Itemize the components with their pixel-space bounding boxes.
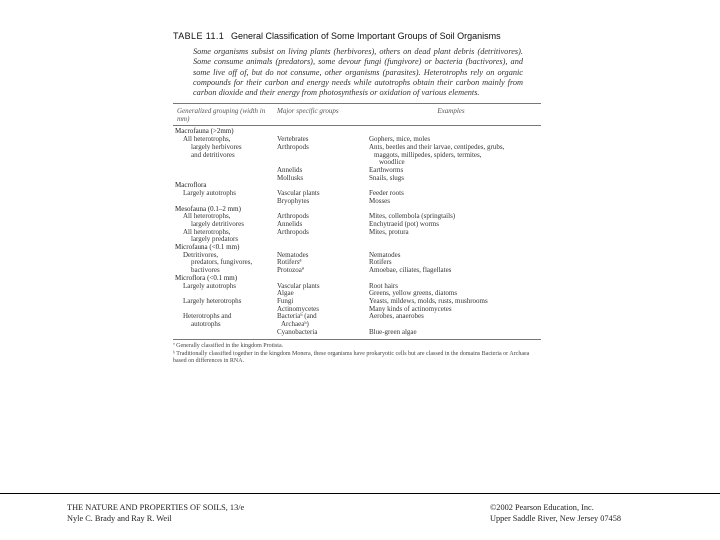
cell-grouping: Microflora (<0.1 mm): [175, 273, 238, 282]
table-row: [173, 321, 553, 329]
cell-examples: Mites, collembola (springtails): [369, 212, 456, 221]
footer-divider: [0, 493, 720, 494]
cell-examples: Feeder roots: [369, 189, 404, 198]
cell-examples: Blue-green algae: [369, 327, 417, 336]
footnote: ᵇ Traditionally classified together in the kingdom Monera, these organisms have prokaryotic cells but are classed in the domains Bacteria or Archaea based on differences in RNA.: [173, 350, 530, 364]
cell-groups: Bryophytes: [277, 196, 310, 205]
footer-copyright: ©2002 Pearson Education, Inc.: [490, 503, 594, 512]
cell-examples: Ants, beetles and their larvae, centipedes, grubs,: [369, 142, 505, 151]
table-row: [173, 190, 553, 198]
cell-groups: [277, 236, 369, 244]
cell-groups: Protozoaª: [277, 266, 304, 275]
column-header-groups: Major specific groups: [277, 107, 339, 116]
cell-groups: Nematodes: [277, 250, 309, 259]
table-row: [173, 244, 553, 252]
cell-grouping: largely detritivores: [191, 219, 244, 228]
cell-examples: [369, 236, 553, 244]
cell-grouping: Mesofauna (0.1–2 mm): [175, 204, 241, 213]
footer-authors: Nyle C. Brady and Ray R. Weil: [67, 513, 172, 523]
column-headers: [173, 104, 553, 123]
cell-grouping: Heterotrophs and: [183, 312, 232, 321]
cell-grouping: Detritivores,: [183, 250, 219, 259]
cell-groups: Arthropods: [277, 142, 309, 151]
cell-grouping: [173, 167, 277, 175]
table-header: [173, 31, 553, 41]
cell-groups: Vertebrates: [277, 135, 309, 144]
table-row: [173, 298, 553, 306]
cell-grouping: Macrofauna (>2mm): [175, 127, 234, 136]
table-row: [173, 152, 553, 160]
footer-book-credit: [67, 503, 244, 524]
cell-groups: Fungi: [277, 296, 294, 305]
cell-grouping: and detritivores: [191, 150, 235, 159]
cell-grouping: Microfauna (<0.1 mm): [175, 243, 240, 252]
cell-examples: Gophers, mice, moles: [369, 135, 431, 144]
cell-examples: Snails, slugs: [369, 173, 405, 182]
cell-grouping: bactivores: [191, 266, 220, 275]
cell-groups: Algae: [277, 289, 294, 298]
cell-examples: Nematodes: [369, 250, 401, 259]
table-figure: [173, 31, 553, 365]
table-row: [173, 329, 553, 337]
cell-groups: Vascular plants: [277, 189, 320, 198]
cell-groups: [277, 152, 369, 160]
cell-groups: Archaeaᵇ): [281, 320, 309, 329]
table-caption: Some organisms subsist on living plants (herbivores), others on dead plant debris (detritivores). Some consume animals (predators), some devour fungi (fungivore) or bacteria (bactivores), and some live off of, but do not consume, other organisms (parasites). Heterotrophs rely on organic compounds for their carbon and energy needs while autotrophs obtain their carbon mainly from carbon dioxide and their energy from photosynthesis or oxidation of various elements.: [193, 47, 523, 98]
cell-examples: Greens, yellow greens, diatoms: [369, 289, 458, 298]
table-row: [173, 259, 553, 267]
cell-examples: Yeasts, mildews, molds, rusts, mushrooms: [369, 296, 488, 305]
cell-examples: Enchytraeid (pot) worms: [369, 219, 439, 228]
cell-grouping: [173, 329, 277, 337]
cell-groups: Arthropods: [277, 212, 309, 221]
footer-location: Upper Saddle River, New Jersey 07458: [490, 513, 622, 523]
cell-grouping: All heterotrophs,: [183, 135, 231, 144]
cell-groups: Vascular plants: [277, 281, 320, 290]
table-body: [173, 126, 553, 336]
table-row: [173, 221, 553, 229]
column-header-grouping: Generalized grouping (width in mm): [177, 107, 266, 124]
cell-examples: Earthworms: [369, 166, 404, 174]
cell-groups: Rotifersª: [277, 258, 302, 267]
cell-grouping: [173, 159, 277, 167]
table-row: [173, 313, 553, 321]
cell-groups: Actinomycetes: [277, 304, 319, 313]
cell-groups: Cyanobacteria: [277, 327, 318, 336]
cell-examples: maggots, millipedes, spiders, termites,: [374, 150, 482, 159]
table-bottom-rule: [173, 339, 541, 340]
cell-examples: woodlice: [379, 158, 405, 167]
footer-book-title: THE NATURE AND PROPERTIES OF SOILS, 13/e: [67, 503, 245, 512]
table-footnotes: [173, 343, 543, 365]
cell-grouping: Largely autotrophs: [183, 281, 236, 290]
cell-grouping: largely predators: [191, 235, 239, 244]
footer-publisher: [490, 503, 621, 524]
cell-grouping: Largely heterotrophs: [183, 296, 242, 305]
cell-examples: Many kinds of actinomycetes: [369, 304, 452, 313]
cell-groups: Mollusks: [277, 173, 304, 182]
table-number: TABLE 11.1: [173, 31, 225, 41]
footnote: ª Generally classified in the kingdom Protista.: [173, 343, 284, 350]
table-row: [173, 206, 553, 214]
cell-grouping: Largely autotrophs: [183, 189, 236, 198]
cell-examples: Aerobes, anaerobes: [369, 312, 424, 321]
cell-groups: Arthropods: [277, 227, 309, 236]
cell-grouping: predators, fungivores,: [191, 258, 253, 267]
table-row: [173, 175, 553, 183]
cell-examples: Rotifers: [369, 258, 392, 267]
cell-examples: Amoebae, ciliates, flagellates: [369, 266, 452, 275]
cell-grouping: All heterotrophs,: [183, 227, 231, 236]
cell-examples: Mosses: [369, 196, 391, 205]
column-header-examples: Examples: [437, 107, 465, 116]
table-row: [173, 167, 553, 175]
cell-groups: Bacteriaᵇ (and: [277, 312, 317, 321]
cell-groups: Annelids: [277, 166, 303, 174]
cell-grouping: All heterotrophs,: [183, 212, 231, 221]
cell-grouping: Macroflora: [175, 181, 207, 190]
cell-grouping: largely herbivores: [191, 142, 242, 151]
cell-examples: Root hairs: [369, 281, 398, 290]
table-row: [173, 128, 553, 136]
cell-groups: Annelids: [277, 219, 303, 228]
table-row: [173, 159, 553, 167]
table-title: General Classification of Some Important Groups of Soil Organisms: [231, 31, 501, 41]
table-row: [173, 283, 553, 291]
cell-grouping: autotrophs: [191, 320, 221, 329]
cell-examples: Mites, protura: [369, 227, 409, 236]
